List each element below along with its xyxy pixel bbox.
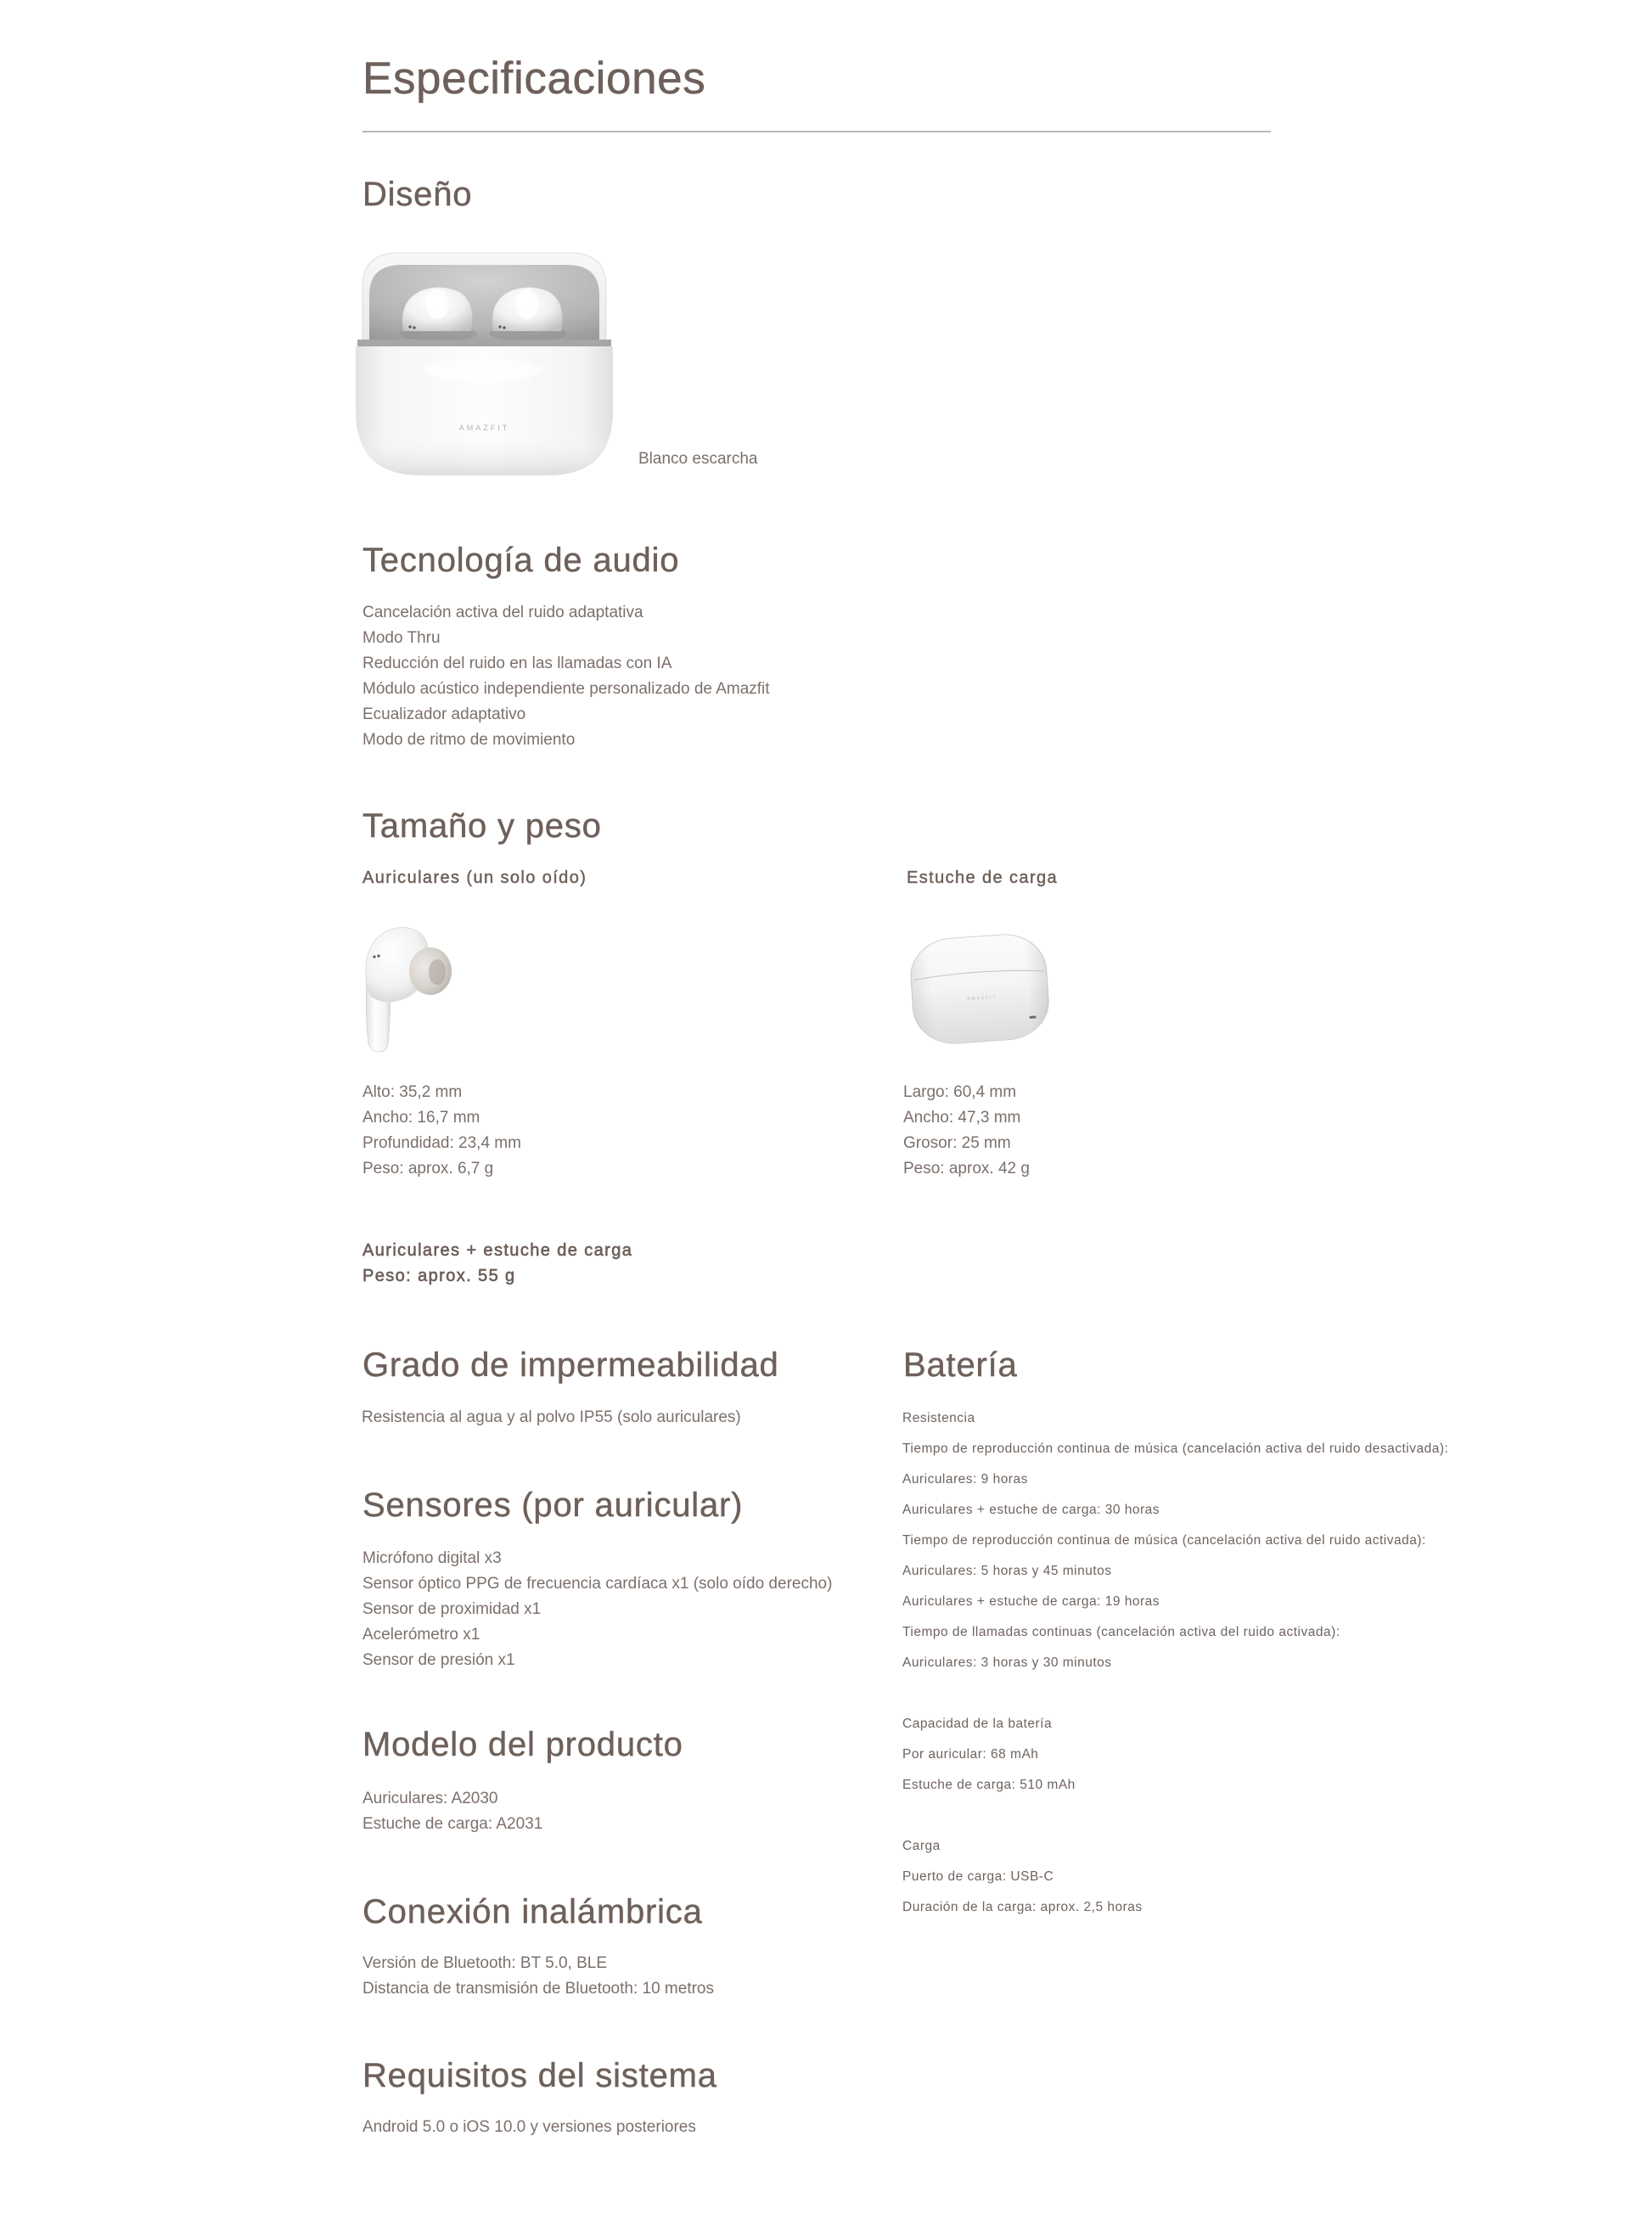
list-item: Estuche de carga: A2031 xyxy=(362,1815,543,1833)
audio-heading: Tecnología de audio xyxy=(362,542,680,579)
list-item: Carga xyxy=(902,1839,941,1853)
list-item: Auriculares: 3 horas y 30 minutos xyxy=(902,1655,1112,1670)
battery-capacity-group xyxy=(902,1709,1448,1801)
design-heading: Diseño xyxy=(362,176,473,213)
wireless-list xyxy=(362,1951,714,2002)
list-item: Por auricular: 68 mAh xyxy=(902,1747,1039,1762)
list-item: Sensor de presión x1 xyxy=(362,1651,515,1669)
earbud-label: Auriculares (un solo oído) xyxy=(362,868,587,887)
list-item: Tiempo de llamadas continuas (cancelación activa del ruido activada): xyxy=(902,1625,1340,1639)
list-item: Micrófono digital x3 xyxy=(362,1549,502,1567)
sensors-heading: Sensores (por auricular) xyxy=(362,1487,744,1524)
system-list xyxy=(362,2115,696,2140)
list-item: Peso: aprox. 42 g xyxy=(903,1160,1030,1177)
list-item: Tiempo de reproducción continua de música (cancelación activa del ruido desactivada): xyxy=(902,1442,1449,1456)
list-item: Auriculares + estuche de carga: 30 horas xyxy=(902,1503,1160,1517)
battery-charging-group xyxy=(902,1831,1448,1923)
list-item: Alto: 35,2 mm xyxy=(362,1083,463,1101)
list-item: Versión de Bluetooth: BT 5.0, BLE xyxy=(362,1954,608,1972)
size-weight-heading: Tamaño y peso xyxy=(362,807,602,845)
list-item: Peso: aprox. 6,7 g xyxy=(362,1160,494,1177)
list-item: Auriculares: 5 horas y 45 minutos xyxy=(902,1564,1112,1578)
water-spec-list xyxy=(362,1405,741,1430)
battery-heading: Batería xyxy=(903,1346,1018,1384)
list-item: Android 5.0 o iOS 10.0 y versiones posteriores xyxy=(362,2118,696,2136)
list-item: Cancelación activa del ruido adaptativa xyxy=(362,604,643,621)
battery-spec-list xyxy=(902,1403,1448,1923)
water-heading: Grado de impermeabilidad xyxy=(362,1346,779,1384)
earbud-spec-list xyxy=(362,1080,521,1182)
list-item: Acelerómetro x1 xyxy=(362,1626,480,1644)
case-open-image xyxy=(356,251,613,477)
list-item: Capacidad de la batería xyxy=(902,1717,1053,1731)
case-closed-image xyxy=(903,925,1056,1052)
combined-label: Auriculares + estuche de carga xyxy=(362,1241,633,1260)
system-heading: Requisitos del sistema xyxy=(362,2057,717,2094)
list-item: Estuche de carga: 510 mAh xyxy=(902,1778,1076,1792)
list-item: Grosor: 25 mm xyxy=(903,1134,1011,1152)
list-item: Auriculares + estuche de carga: 19 horas xyxy=(902,1594,1160,1609)
page-title: Especificaciones xyxy=(362,53,706,104)
list-item: Modo de ritmo de movimiento xyxy=(362,731,576,749)
list-item: Ecualizador adaptativo xyxy=(362,705,526,723)
sensor-list xyxy=(362,1546,832,1673)
list-item: Puerto de carga: USB-C xyxy=(902,1869,1054,1884)
list-item: Auriculares: 9 horas xyxy=(902,1472,1028,1487)
list-item: Ancho: 16,7 mm xyxy=(362,1109,480,1127)
list-item: Largo: 60,4 mm xyxy=(903,1083,1017,1101)
battery-endurance-group xyxy=(902,1403,1448,1678)
list-item: Duración de la carga: aprox. 2,5 horas xyxy=(902,1900,1143,1914)
color-label: Blanco escarcha xyxy=(638,450,758,468)
list-item: Sensor óptico PPG de frecuencia cardíaca x1 (solo oído derecho) xyxy=(362,1575,833,1593)
list-item: Ancho: 47,3 mm xyxy=(903,1109,1021,1127)
list-item: Reducción del ruido en las llamadas con IA xyxy=(362,655,672,672)
audio-feature-list xyxy=(362,600,770,753)
list-item: Sensor de proximidad x1 xyxy=(362,1600,542,1618)
combined-weight: Peso: aprox. 55 g xyxy=(362,1267,516,1285)
earbud-image xyxy=(362,925,454,1054)
list-item: Distancia de transmisión de Bluetooth: 10 metros xyxy=(362,1980,714,1998)
case-logo: AMAZFIT xyxy=(458,424,510,432)
wireless-heading: Conexión inalámbrica xyxy=(362,1893,703,1931)
case-spec-list xyxy=(903,1080,1030,1182)
model-heading: Modelo del producto xyxy=(362,1726,683,1763)
title-divider xyxy=(362,131,1271,132)
list-item: Resistencia al agua y al polvo IP55 (solo auriculares) xyxy=(362,1408,741,1426)
list-item: Auriculares: A2030 xyxy=(362,1790,498,1807)
list-item: Modo Thru xyxy=(362,629,441,647)
case-logo: AMAZFIT xyxy=(966,994,997,1003)
case-label: Estuche de carga xyxy=(907,868,1059,887)
list-item: Módulo acústico independiente personalizado de Amazfit xyxy=(362,680,770,698)
list-item: Tiempo de reproducción continua de música (cancelación activa del ruido activada): xyxy=(902,1533,1426,1548)
list-item: Profundidad: 23,4 mm xyxy=(362,1134,521,1152)
list-item: Resistencia xyxy=(902,1411,975,1425)
model-list xyxy=(362,1786,542,1837)
